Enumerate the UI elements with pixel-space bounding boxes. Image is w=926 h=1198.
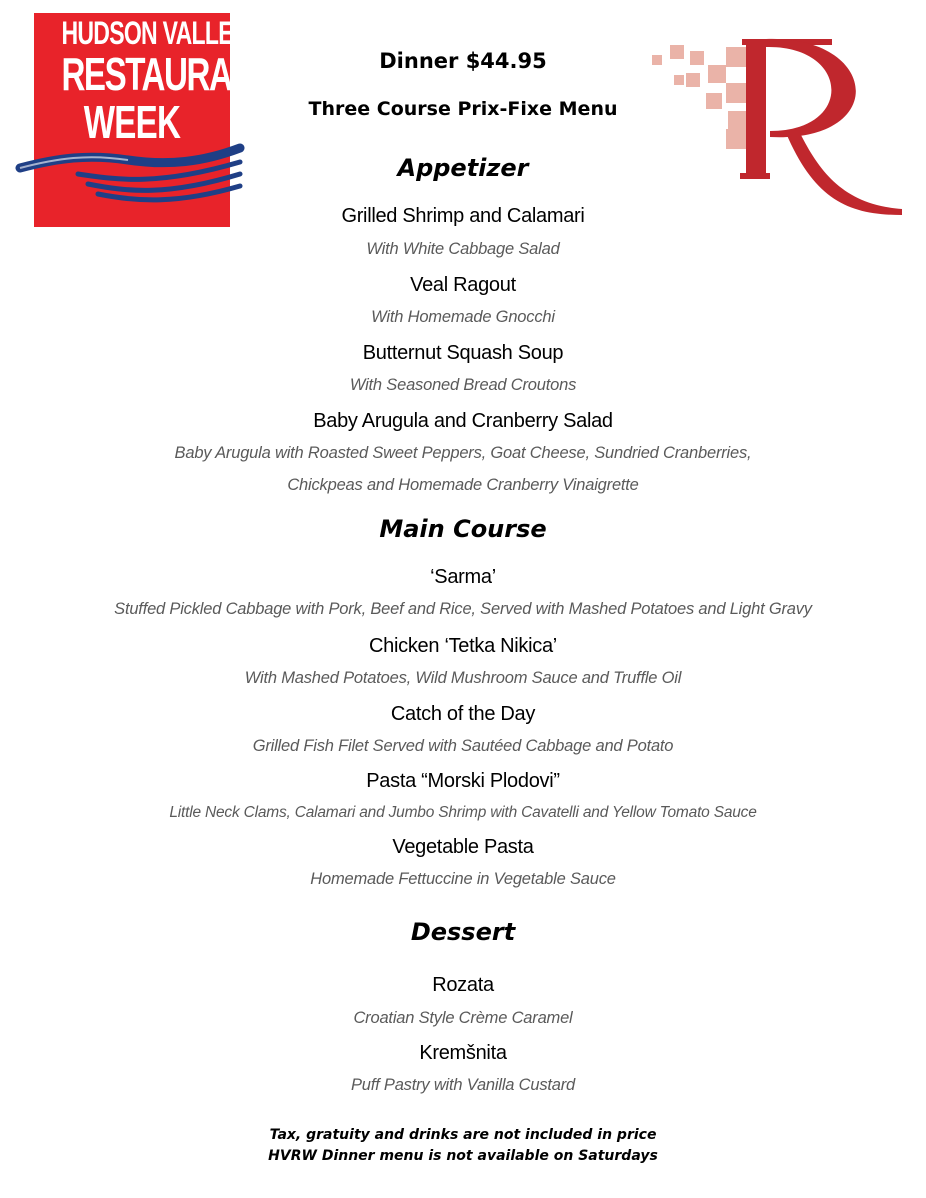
dish-description: Little Neck Clams, Calamari and Jumbo Shrimp with Cavatelli and Yellow Tomato Sauce (169, 804, 757, 821)
dish-name: Pasta “Morski Plodovi” (366, 770, 560, 792)
dish-description: Grilled Fish Filet Served with Sautéed Cabbage and Potato (252, 737, 674, 755)
dish-description: Homemade Fettuccine in Vegetable Sauce (310, 870, 616, 888)
price-line: Dinner $44.95 (379, 49, 547, 73)
dish-name: Vegetable Pasta (392, 836, 534, 858)
logo-line-1: HUDSON VALLEY (61, 15, 248, 51)
dish-description: Stuffed Pickled Cabbage with Pork, Beef and Rice, Served with Mashed Potatoes and Light Gravy (114, 600, 812, 618)
dessert-heading: Dessert (410, 918, 516, 946)
dish-name: Chicken ‘Tetka Nikica’ (369, 635, 557, 657)
main-course-heading: Main Course (379, 515, 547, 543)
dish-name: Catch of the Day (390, 703, 536, 725)
dish-name: Kremšnita (419, 1042, 507, 1064)
menu-subtitle: Three Course Prix-Fixe Menu (308, 98, 618, 120)
dish-name: Rozata (432, 974, 494, 996)
footer-note: HVRW Dinner menu is not available on Saturdays (268, 1148, 658, 1164)
footer-note: Tax, gratuity and drinks are not included in price (269, 1127, 657, 1143)
dish-name: Grilled Shrimp and Calamari (341, 205, 585, 227)
appetizer-heading: Appetizer (397, 154, 529, 182)
dish-name: ‘Sarma’ (430, 566, 496, 588)
dish-description: With Homemade Gnocchi (371, 308, 555, 326)
dish-name: Veal Ragout (410, 274, 516, 296)
dish-description: Croatian Style Crème Caramel (353, 1009, 573, 1027)
logo-line-3: WEEK (83, 96, 181, 148)
dish-description: Chickpeas and Homemade Cranberry Vinaigrette (287, 476, 639, 494)
dish-description: Puff Pastry with Vanilla Custard (350, 1076, 576, 1094)
dish-description: With Mashed Potatoes, Wild Mushroom Sauce and Truffle Oil (244, 669, 682, 687)
dish-name: Baby Arugula and Cranberry Salad (313, 410, 613, 432)
dish-name: Butternut Squash Soup (362, 342, 564, 364)
dish-description: Baby Arugula with Roasted Sweet Peppers, Goat Cheese, Sundried Cranberries, (174, 444, 752, 462)
logo-line-2: RESTAURANT (61, 48, 273, 100)
dish-description: With White Cabbage Salad (366, 240, 560, 258)
dish-description: With Seasoned Bread Croutons (349, 376, 577, 394)
